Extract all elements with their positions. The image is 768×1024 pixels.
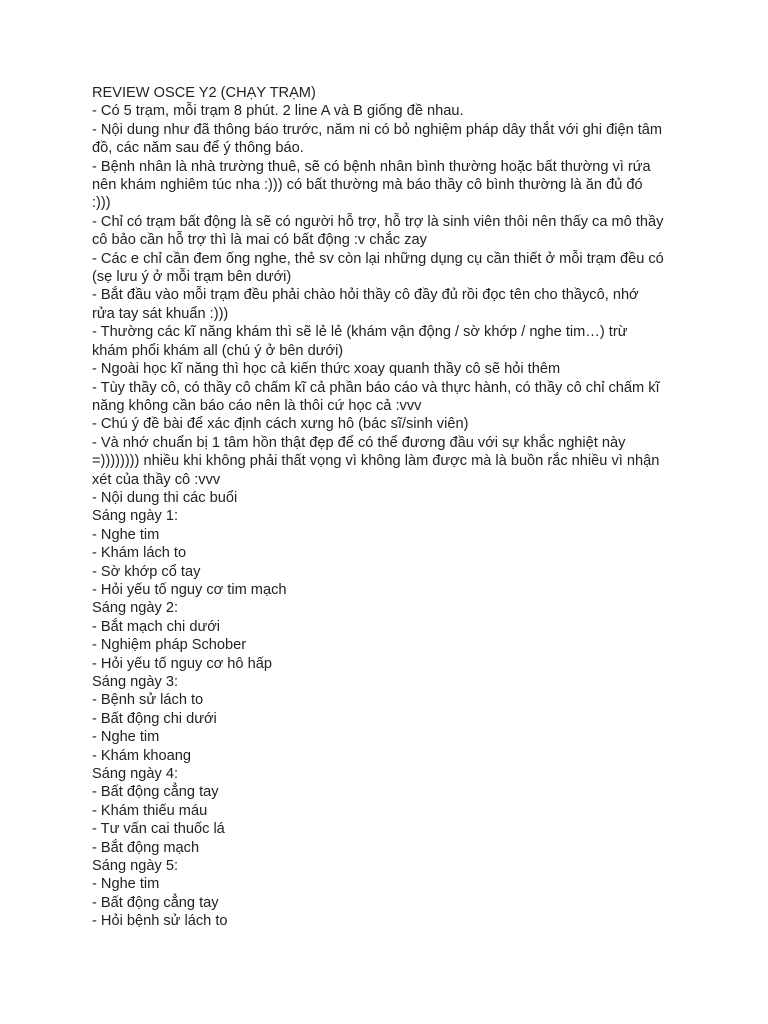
text-line: - Hỏi bệnh sử lách to (92, 913, 228, 930)
document-title: REVIEW OSCE Y2 (CHẠY TRẠM) (92, 85, 316, 101)
document-body (92, 84, 684, 931)
text-line: - Bệnh nhân là nhà trường thuê, sẽ có bệnh nhân bình thường hoặc bất thường vì rứa (92, 158, 651, 175)
text-line: Sáng ngày 3: (92, 674, 179, 690)
text-line: khám phổi khám all (chú ý ở bên dưới) (92, 342, 344, 359)
text-line: năng không cần báo cáo nên là thôi cứ học cả :vvv (92, 397, 422, 414)
text-line: - Chú ý đề bài để xác định cách xưng hô (bác sĩ/sinh viên) (92, 416, 469, 433)
text-line: =)))))))) nhiều khi không phải thất vọng vì không làm được mà là buồn rắc nhiều vì nhận (92, 453, 660, 470)
text-line: - Nghe tim (92, 876, 160, 893)
text-line: - Tư vấn cai thuốc lá (92, 821, 225, 838)
text-line: cô bảo cần hỗ trợ thì là mai có bất động :v chắc zay (92, 232, 427, 249)
text-line: Sáng ngày 4: (92, 766, 179, 783)
text-line: xét của thầy cô :vvv (92, 471, 221, 488)
text-line: rửa tay sát khuẩn :))) (92, 305, 229, 322)
text-line: - Tùy thầy cô, có thầy cô chấm kĩ cả phần báo cáo và thực hành, có thầy cô chỉ chấm kĩ (92, 379, 660, 396)
text-line: - Hỏi yếu tố nguy cơ tim mạch (92, 581, 287, 598)
text-line: Sáng ngày 5: (92, 858, 179, 875)
text-line: - Nội dung thi các buổi (92, 489, 238, 506)
text-line: - Hỏi yếu tố nguy cơ hô hấp (92, 655, 272, 672)
text-line: - Khám khoang (92, 747, 191, 764)
text-line: - Nghe tim (92, 729, 160, 746)
text-line: - Nghe tim (92, 526, 160, 543)
text-line: :))) (92, 195, 111, 212)
text-line: - Và nhớ chuẩn bị 1 tâm hồn thật đẹp để có thể đương đầu với sự khắc nghiệt này (92, 434, 626, 451)
text-line: - Bắt đầu vào mỗi trạm đều phải chào hỏi thầy cô đầy đủ rồi đọc tên cho thầycô, nhớ (92, 287, 639, 304)
text-line: - Chỉ có trạm bất động là sẽ có người hỗ trợ, hỗ trợ là sinh viên thôi nên thấy ca mô thầy (92, 213, 664, 230)
text-line: - Bắt động mạch (92, 839, 200, 856)
text-line: - Ngoài học kĩ năng thì học cả kiến thức xoay quanh thầy cô sẽ hỏi thêm (92, 361, 561, 378)
text-line: - Thường các kĩ năng khám thì sẽ lẻ lẻ (khám vận động / sờ khớp / nghe tim…) trừ (92, 324, 628, 341)
text-line: - Nội dung như đã thông báo trước, năm ni có bỏ nghiệm pháp dây thắt với ghi điện tâm (92, 121, 663, 138)
text-line: - Các e chỉ cần đem ống nghe, thẻ sv còn lại những dụng cụ cần thiết ở mỗi trạm đều có (92, 250, 664, 267)
text-line: - Bất động cẳng tay (92, 894, 219, 911)
text-line: (sẹ lưu ý ở mỗi trạm bên dưới) (92, 269, 292, 286)
text-line: - Bắt mạch chi dưới (92, 618, 221, 635)
text-line: Sáng ngày 2: (92, 600, 179, 617)
text-line: - Khám lách to (92, 545, 187, 562)
text-line: - Bất động chi dưới (92, 710, 217, 727)
text-line: - Bệnh sử lách to (92, 692, 204, 709)
text-line: - Có 5 trạm, mỗi trạm 8 phút. 2 line A và B giống đề nhau. (92, 103, 464, 120)
text-line: - Bất động cẳng tay (92, 784, 219, 801)
text-line: - Nghiệm pháp Schober (92, 637, 247, 654)
text-line: nên khám nghiêm túc nha :))) có bất thường mà báo thầy cô bình thường là ăn đủ đó (92, 177, 643, 194)
text-line: đồ, các năm sau để ý thông báo. (92, 140, 304, 157)
text-line: - Khám thiếu máu (92, 802, 208, 819)
text-line: Sáng ngày 1: (92, 508, 179, 525)
text-line: - Sờ khớp cổ tay (92, 563, 201, 580)
